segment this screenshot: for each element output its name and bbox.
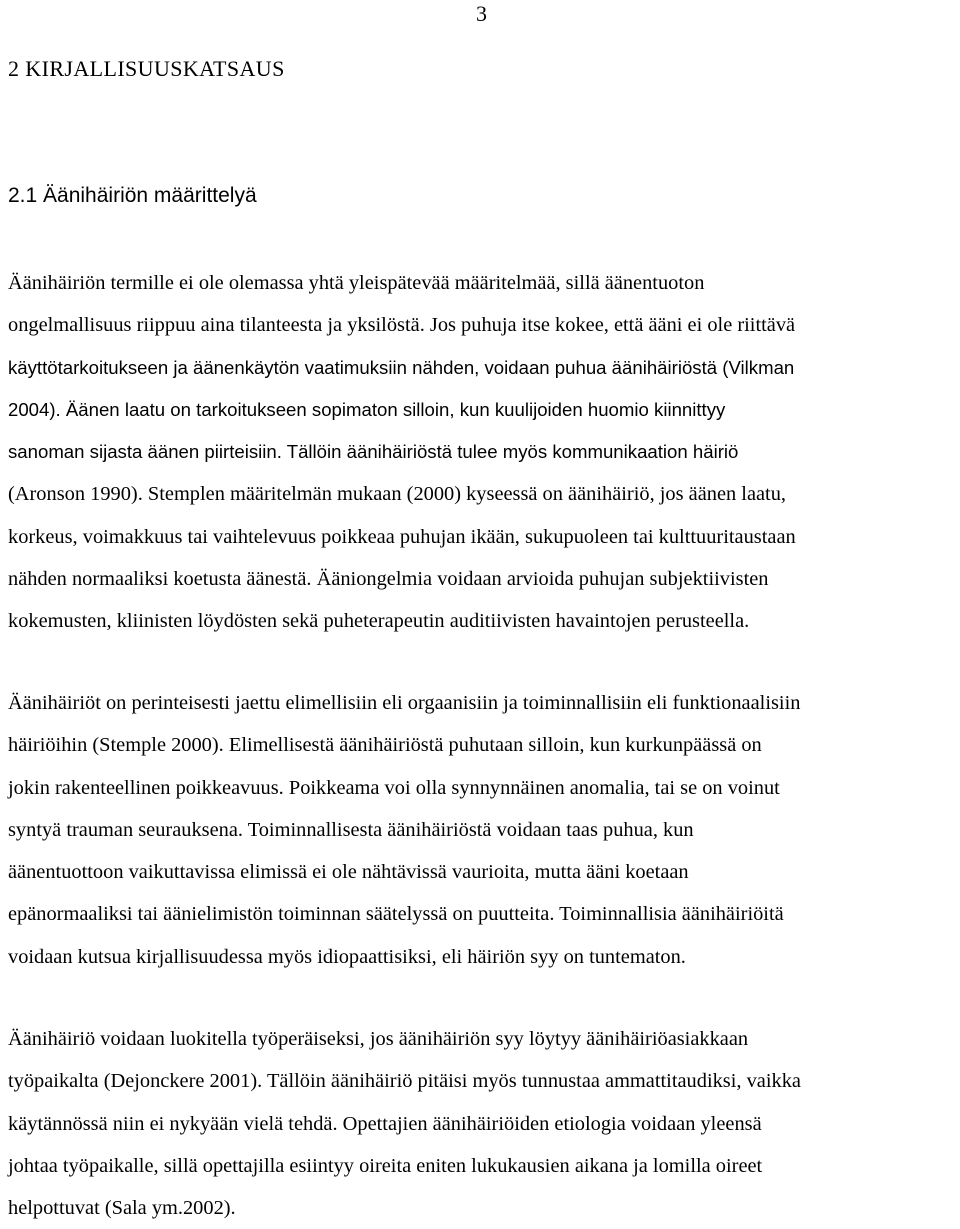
paragraph-line: epänormaaliksi tai äänielimistön toiminnan säätelyssä on puutteita. Toiminnallisia äänihäiriöitä (8, 903, 784, 926)
page-number: 3 (476, 1, 487, 26)
paragraph-3 (8, 1018, 960, 1229)
paragraph-line: Äänihäiriö voidaan luokitella työperäiseksi, jos äänihäiriön syy löytyy äänihäiriöasiakkaan (8, 1028, 749, 1050)
paragraph-line: voidaan kutsua kirjallisuudessa myös idiopaattisiksi, eli häiriön syy on tuntematon. (8, 945, 686, 968)
paragraph-line: johtaa työpaikalle, sillä opettajilla esiintyy oireita eniten lukukausien aikana ja lomilla oireet (8, 1154, 763, 1177)
paragraph-1 (8, 262, 960, 643)
paragraph-line: ongelmallisuus riippuu aina tilanteesta ja yksilöstä. Jos puhuja itse kokee, että ääni ei ole riittävä (8, 314, 796, 337)
paragraph-line: työpaikalta (Dejonckere 2001). Tällöin äänihäiriö pitäisi myös tunnustaa ammattitaudiksi, vaikka (8, 1070, 801, 1093)
paragraph-line: helpottuvat (Sala ym.2002). (8, 1197, 236, 1220)
paragraph-line: nähden normaaliksi koetusta äänestä. Ääniongelmia voidaan arvioida puhujan subjektiivisten (8, 568, 769, 591)
paragraph-line: äänentuottoon vaikuttavissa elimissä ei ole nähtävissä vaurioita, mutta ääni koetaan (8, 861, 689, 884)
paragraph-line: sanoman sijasta äänen piirteisiin. Tällöin äänihäiriöstä tulee myös kommunikaation häiriö (8, 441, 739, 463)
paragraph-line: jokin rakenteellinen poikkeavuus. Poikkeama voi olla synnynnäinen anomalia, tai se on voinut (8, 776, 780, 799)
chapter-heading: 2 KIRJALLISUUSKATSAUS (8, 56, 285, 81)
paragraph-line: 2004). Äänen laatu on tarkoitukseen sopimaton silloin, kun kuulijoiden huomio kiinnittyy (8, 398, 726, 420)
paragraph-line: käytännössä niin ei nykyään vielä tehdä. Opettajien äänihäiriöiden etiologia voidaan yleensä (8, 1112, 762, 1135)
paragraph-line: Äänihäiriön termille ei ole olemassa yhtä yleispätevää määritelmää, sillä äänentuoton (8, 272, 705, 294)
paragraph-line: (Aronson 1990). Stemplen määritelmän mukaan (2000) kyseessä on äänihäiriö, jos äänen laatu, (8, 483, 787, 506)
paragraph-line: syntyä trauman seurauksena. Toiminnallisesta äänihäiriöstä voidaan taas puhua, kun (8, 818, 694, 841)
paragraph-line: kokemusten, kliinisten löydösten sekä puheterapeutin auditiivisten havaintojen perusteella. (8, 610, 750, 633)
paragraph-line: häiriöihin (Stemple 2000). Elimellisestä äänihäiriöstä puhutaan silloin, kun kurkunpäässä on (8, 734, 762, 757)
paragraph-2 (8, 682, 960, 978)
paragraph-line: käyttötarkoitukseen ja äänenkäytön vaatimuksiin nähden, voidaan puhua äänihäiriöstä (Vilkman (8, 356, 795, 378)
paragraph-line: korkeus, voimakkuus tai vaihtelevuus poikkeaa puhujan ikään, sukupuoleen tai kulttuuritaustaan (8, 525, 796, 548)
paragraph-line: Äänihäiriöt on perinteisesti jaettu elimellisiin eli orgaanisiin ja toiminnallisiin eli funktionaalisiin (8, 692, 801, 714)
section-heading: 2.1 Äänihäiriön määrittelyä (8, 184, 257, 207)
